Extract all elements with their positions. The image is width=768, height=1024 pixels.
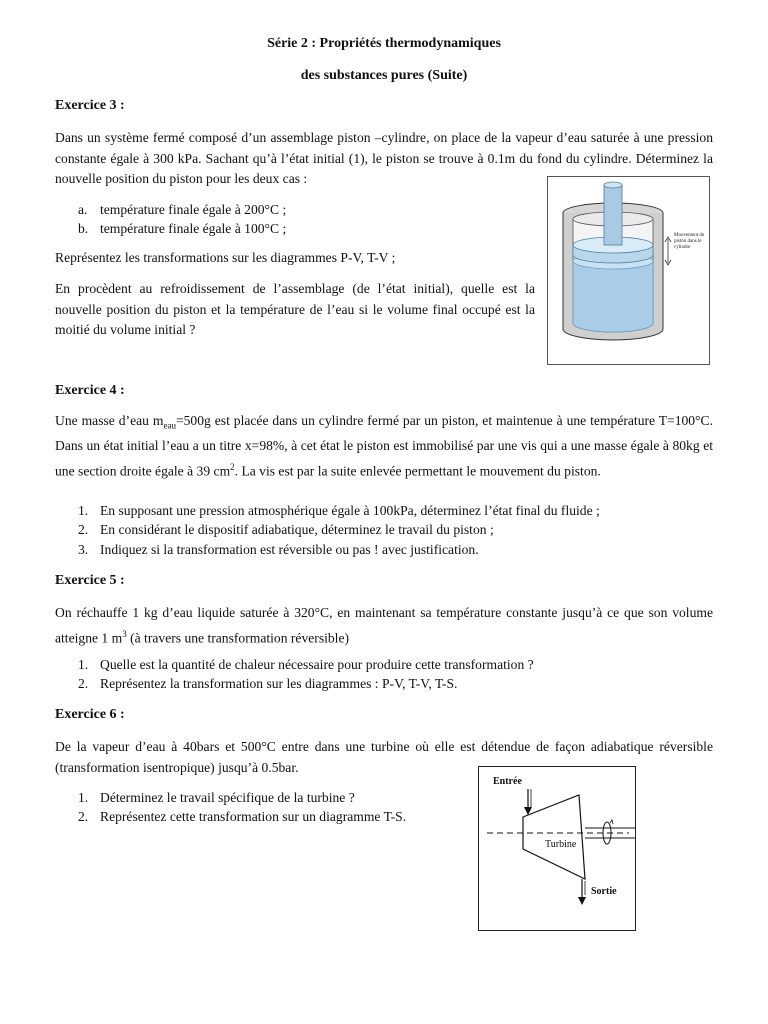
exercise-4-statement — [55, 411, 713, 482]
list-item — [78, 674, 457, 694]
statement-part: =500g est placée dans un cylindre fermé par un piston, et maintenue à une température T=100°C. Dans un état initial l’eau a un titre x=98%, à cet état le piston est immobilisé par une vis qui a une masse égale à 80kg et une section droite égale à 39 cm — [55, 413, 714, 479]
list-item — [78, 501, 600, 521]
list-marker: 1. — [78, 657, 89, 672]
list-item-text: En considérant le dispositif adiabatique, déterminez le travail du piston ; — [100, 522, 494, 537]
exercise-3-question-cooling: En procèdent au refroidissement de l’assemblage (de l’état initial), quelle est la nouvelle position du piston et la température de l’eau si le volume final occupé est la moitié du volume initial ? — [55, 281, 535, 337]
page-title-line-1: Série 2 : Propriétés thermodynamiques — [267, 36, 501, 51]
list-item-text: Déterminez le travail spécifique de la turbine ? — [100, 790, 355, 805]
list-marker: 1. — [78, 503, 89, 518]
list-marker: 2. — [78, 676, 89, 691]
turbine-label: Turbine — [545, 839, 577, 850]
list-marker: a. — [78, 202, 88, 217]
piston-cylinder-figure — [547, 176, 710, 365]
list-item — [78, 655, 534, 675]
turbine-figure — [478, 766, 636, 931]
exercise-6-title: Exercice 6 : — [55, 707, 125, 722]
list-marker: 1. — [78, 790, 89, 805]
list-item-text: En supposant une pression atmosphérique égale à 100kPa, déterminez l’état final du fluide ; — [100, 503, 600, 518]
statement-superscript: 2 — [230, 461, 235, 472]
list-item — [78, 540, 479, 560]
turbine-inlet-label: Entrée — [493, 776, 522, 787]
exercise-4-title: Exercice 4 : — [55, 383, 125, 398]
exercise-5-statement — [55, 603, 713, 649]
list-marker: 2. — [78, 809, 89, 824]
list-item — [78, 219, 286, 239]
list-item-text: Représentez la transformation sur les diagrammes : P-V, T-V, T-S. — [100, 676, 458, 691]
exercise-6-statement: De la vapeur d’eau à 40bars et 500°C entre dans une turbine où elle est détendue de façon adiabatique réversible (transformation isentropique) jusqu’à 0.5bar. — [55, 739, 713, 775]
statement-part: . La vis est par la suite enlevée permettant le mouvement du piston. — [234, 463, 601, 479]
list-item — [78, 520, 494, 540]
statement-subscript: eau — [163, 420, 176, 431]
piston-motion-label: Mouvement du piston dans le cylindre — [674, 233, 705, 250]
exercise-3-statement: Dans un système fermé composé d’un assemblage piston –cylindre, on place de la vapeur d’eau saturée à une pression constante égale à 300 kPa. Sachant qu’à l’état initial (1), le piston se trouve à 0.1m du fond du cylindre. Déterminez la nouvelle position du piston pour les deux cas : — [55, 130, 713, 186]
list-item — [78, 807, 406, 827]
list-item-text: Indiquez si la transformation est réversible ou pas ! avec justification. — [100, 542, 479, 557]
list-item — [78, 788, 355, 808]
list-item-text: Représentez cette transformation sur un diagramme T-S. — [100, 809, 407, 824]
list-marker: 2. — [78, 522, 89, 537]
list-item-text: Quelle est la quantité de chaleur nécessaire pour produire cette transformation ? — [100, 657, 534, 672]
piston-cylinder-illustration — [548, 177, 709, 364]
exercise-3-title: Exercice 3 : — [55, 98, 125, 113]
statement-superscript: 3 — [122, 628, 127, 639]
exercise-5-title: Exercice 5 : — [55, 573, 125, 588]
page-title-line-2: des substances pures (Suite) — [300, 68, 468, 83]
list-marker: 3. — [78, 542, 89, 557]
list-item-text: température finale égale à 200°C ; — [100, 202, 287, 217]
statement-part: (à travers une transformation réversible) — [126, 630, 350, 646]
statement-part: Une masse d’eau m — [55, 413, 164, 428]
turbine-outlet-label: Sortie — [591, 886, 617, 897]
list-item — [78, 200, 286, 220]
list-marker: b. — [78, 221, 89, 236]
list-item-text: température finale égale à 100°C ; — [100, 221, 287, 236]
exercise-3-question-diagrams: Représentez les transformations sur les diagrammes P-V, T-V ; — [55, 250, 396, 265]
statement-part: On réchauffe 1 kg d’eau liquide saturée à 320°C, en maintenant sa température constante jusqu’à ce que son volume atteigne 1 m — [55, 605, 713, 646]
